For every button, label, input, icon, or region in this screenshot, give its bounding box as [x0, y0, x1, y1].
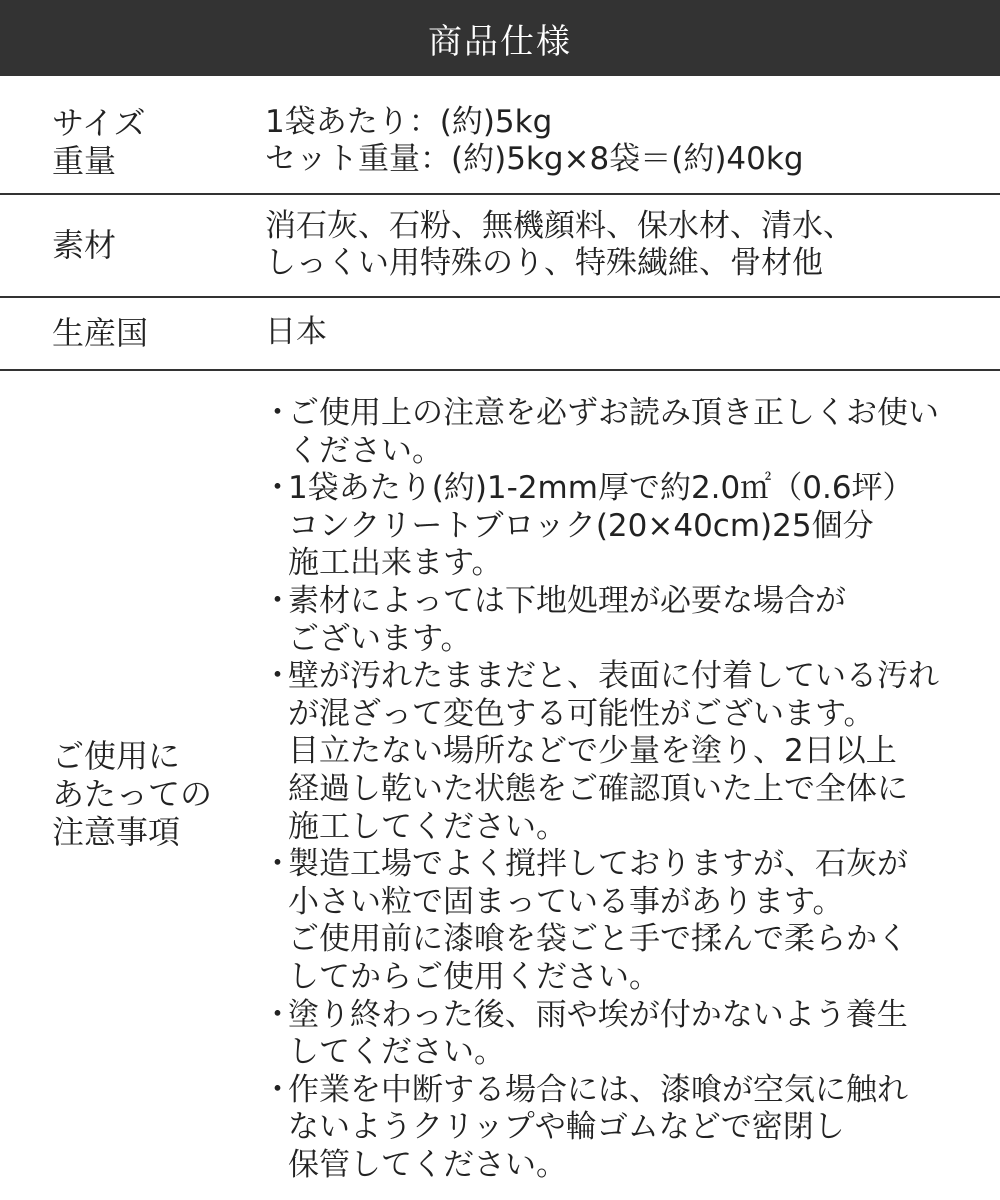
- note-text: 製造工場でよく撹拌しておりますが、石灰が 小さい粒で固まっている事があります。 ご使用前に漆喰を袋ごと手で揉んで柔らかく してからご使用ください。: [288, 846, 908, 995]
- page-header: [0, 0, 1000, 76]
- spec-label-notes: ご使用に あたっての 注意事項: [52, 737, 213, 851]
- note-item: [262, 658, 939, 846]
- note-item: [262, 583, 939, 658]
- spec-label-size-weight: サイズ 重量: [52, 104, 146, 180]
- bullet-mark: ・: [262, 658, 293, 695]
- spec-row-material: [0, 195, 1000, 298]
- spec-row-origin: [0, 298, 1000, 371]
- note-text: 塗り終わった後、雨や埃が付かないよう養生 してください。: [288, 996, 908, 1071]
- note-text: ご使用上の注意を必ずお読み頂き正しくお使い ください。: [288, 395, 939, 469]
- note-text: 作業を中断する場合には、漆喰が空気に触れ ないようクリップや輪ゴムなどで密閉し 保管してください。: [288, 1071, 908, 1183]
- note-item: [262, 470, 939, 583]
- note-text: 素材によっては下地処理が必要な場合が ございます。: [288, 582, 846, 657]
- note-item: [262, 395, 939, 470]
- spec-row-size-weight: [0, 76, 1000, 195]
- bullet-mark: ・: [262, 846, 293, 883]
- notes-list: [262, 395, 939, 1184]
- bullet-mark: ・: [262, 996, 293, 1033]
- bullet-mark: ・: [262, 1071, 293, 1108]
- spec-value-size-weight: 1袋あたり：(約)5kg セット重量：(約)5kg×8袋＝(約)40kg: [265, 104, 804, 177]
- spec-value-material: 消石灰、石粉、無機顔料、保水材、清水、 しっくい用特殊のり、特殊繊維、骨材他: [265, 208, 854, 281]
- note-text: 1袋あたり(約)1-2mm厚で約2.0㎡（0.6坪） コンクリートブロック(20×40cm)25個分 施工出来ます。: [288, 470, 914, 582]
- spec-value-origin: 日本: [265, 314, 327, 350]
- note-text: 壁が汚れたままだと、表面に付着している汚れ が混ざって変色する可能性がございます。 目立たない場所などで少量を塗り、2日以上 経過し乾いた状態をご確認頂いた上で全体に 施工してください。: [288, 658, 939, 845]
- bullet-mark: ・: [262, 470, 293, 507]
- note-item: [262, 997, 939, 1072]
- bullet-mark: ・: [262, 395, 293, 431]
- note-item: [262, 846, 939, 996]
- bullet-mark: ・: [262, 582, 293, 619]
- spec-label-material: 素材: [52, 226, 117, 264]
- page-title: 商品仕様: [428, 21, 572, 62]
- note-item: [262, 1072, 939, 1185]
- spec-label-origin: 生産国: [52, 314, 149, 352]
